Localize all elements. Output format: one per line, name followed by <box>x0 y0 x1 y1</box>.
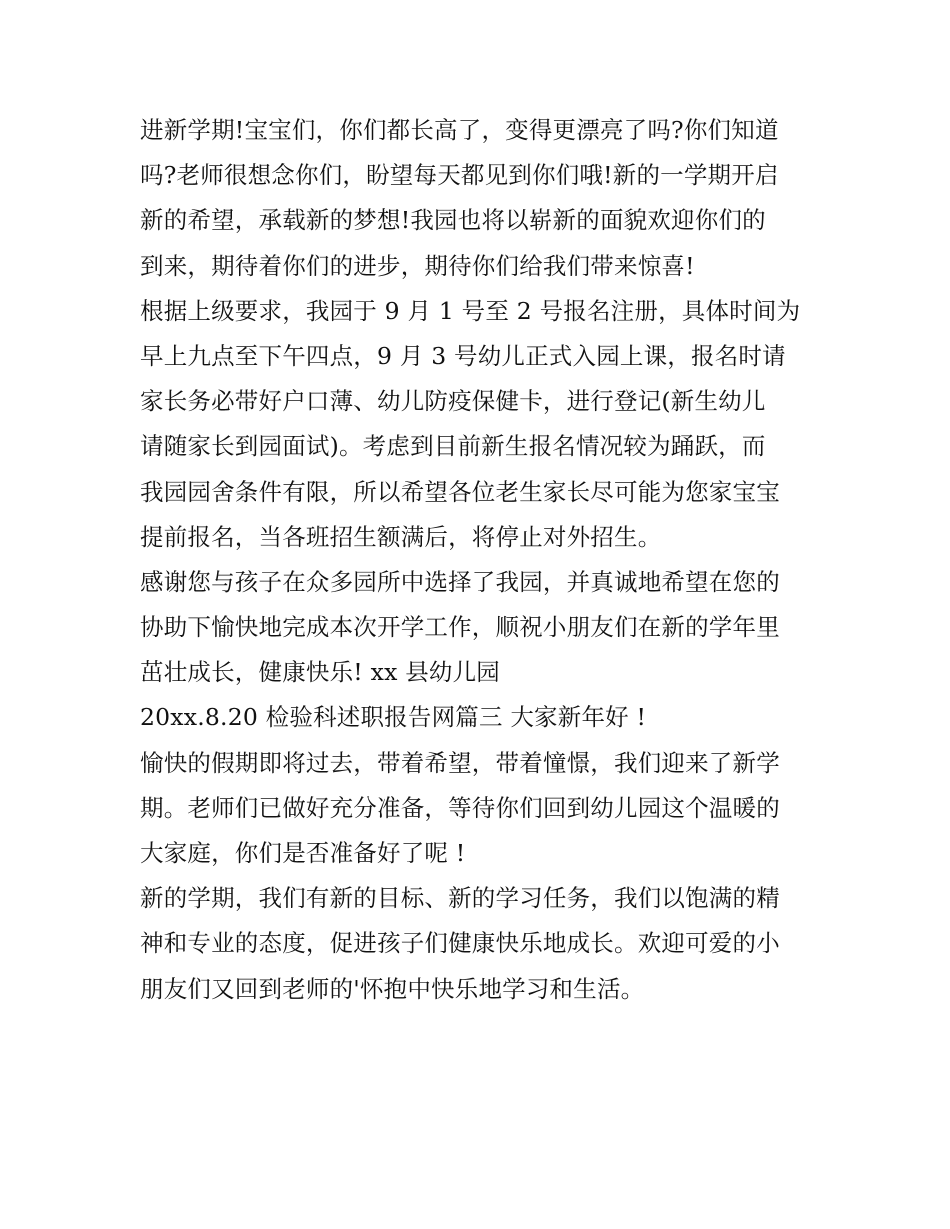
text-line: 新的学期，我们有新的目标、新的学习任务，我们以饱满的精 <box>140 884 780 913</box>
text-line: 家长务必带好户口薄、幼儿防疫保健卡，进行登记(新生幼儿 <box>140 387 766 416</box>
text-line: 提前报名，当各班招生额满后，将停止对外招生。 <box>140 522 662 551</box>
text-line: 愉快的假期即将过去，带着希望，带着憧憬，我们迎来了新学 <box>140 748 780 777</box>
text-line: 协助下愉快地完成本次开学工作，顺祝小朋友们在新的学年里 <box>140 613 780 642</box>
document-body <box>140 108 820 1012</box>
text-line: 感谢您与孩子在众多园所中选择了我园，并真诚地希望在您的 <box>140 567 780 596</box>
text-line: 早上九点至下午四点，9 月 3 号幼儿正式入园上课，报名时请 <box>140 341 786 370</box>
text-line: 我园园舍条件有限，所以希望各位老生家长尽可能为您家宝宝 <box>140 477 780 506</box>
text-line: 吗?老师很想念你们，盼望每天都见到你们哦!新的一学期开启 <box>140 161 779 190</box>
text-line: 朋友们又回到老师的'怀抱中快乐地学习和生活。 <box>140 974 645 1003</box>
text-line: 根据上级要求，我园于 9 月 1 号至 2 号报名注册，具体时间为 <box>140 296 801 325</box>
text-line: 进新学期!宝宝们，你们都长高了，变得更漂亮了吗?你们知道 <box>140 116 779 144</box>
text-line: 到来，期待着你们的进步，期待你们给我们带来惊喜! <box>140 251 695 280</box>
text-line: 神和专业的态度，促进孩子们健康快乐地成长。欢迎可爱的小 <box>140 929 780 958</box>
text-line: 大家庭，你们是否准备好了呢 ! <box>140 839 466 867</box>
text-line: 茁壮成长，健康快乐! xx 县幼儿园 <box>140 658 500 687</box>
text-line: 20xx.8.20 检验科述职报告网篇三 大家新年好 ! <box>140 703 647 732</box>
text-line: 请随家长到园面试)。考虑到目前新生报名情况较为踊跃，而 <box>140 432 766 461</box>
text-line: 新的希望，承载新的梦想!我园也将以崭新的面貌欢迎你们的 <box>140 206 766 235</box>
text-line: 期。老师们已做好充分准备，等待你们回到幼儿园这个温暖的 <box>140 793 780 822</box>
